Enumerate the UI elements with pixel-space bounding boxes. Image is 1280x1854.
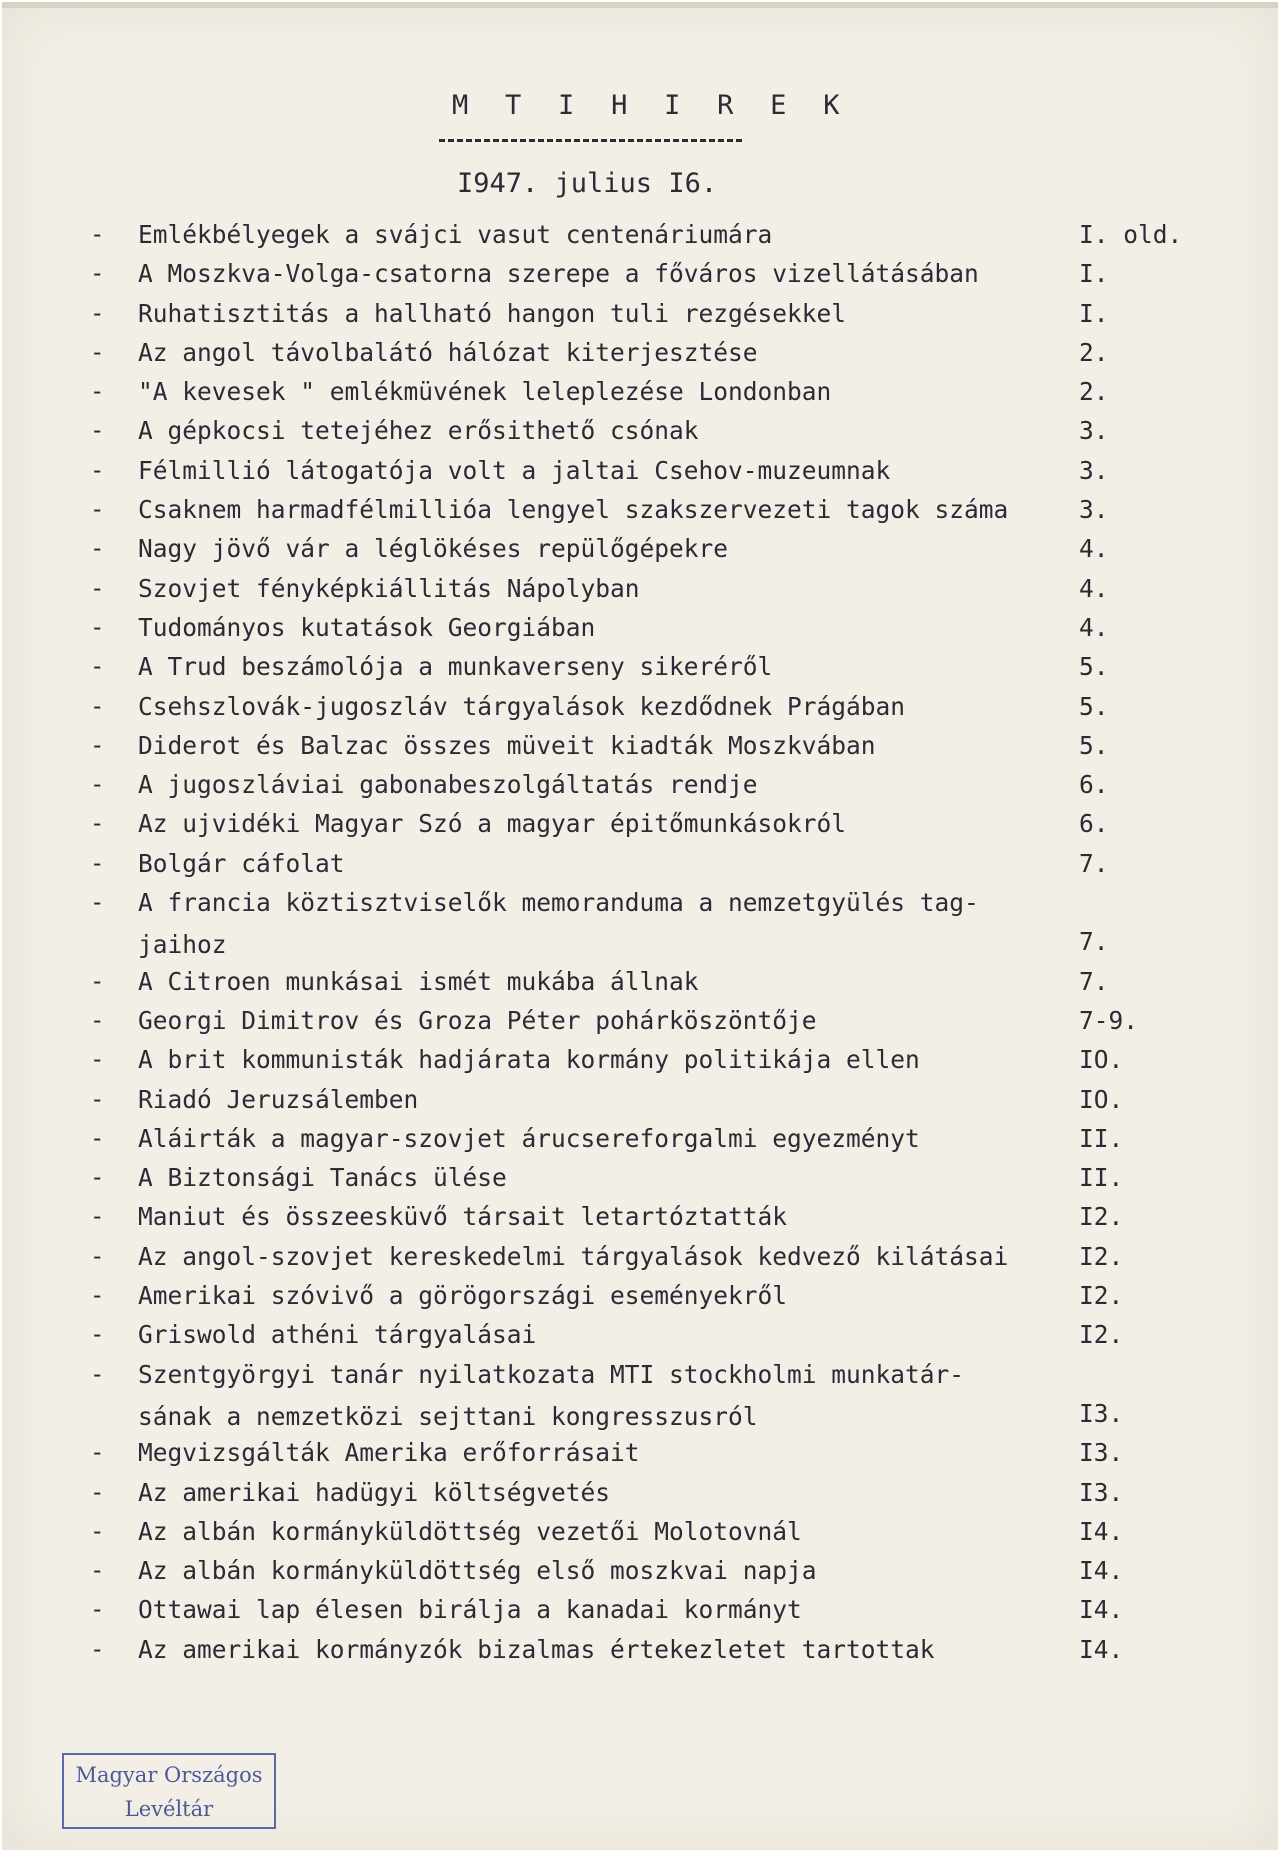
entry-title-line: Bolgár cáfolat <box>138 848 345 878</box>
entry-page: 6. <box>1079 809 1109 839</box>
entry-page: IO. <box>1079 1045 1124 1075</box>
list-item <box>2 1196 1278 1235</box>
entry-title <box>138 495 1008 524</box>
entry-page: 4. <box>1079 612 1109 642</box>
list-dash: - <box>90 770 105 799</box>
list-item <box>2 1039 1278 1078</box>
entry-title <box>138 259 979 288</box>
entry-page: 3. <box>1079 455 1109 485</box>
entry-page: 7. <box>1079 927 1109 957</box>
entry-title-line: A gépkocsi tetejéhez erősithető csónak <box>138 416 699 446</box>
entry-title-line: Aláirták a magyar-szovjet árucsereforgalmi egyezményt <box>138 1123 920 1153</box>
list-dash: - <box>90 1045 105 1074</box>
entry-title-line: Griswold athéni tárgyalásai <box>138 1320 537 1350</box>
list-dash: - <box>90 966 105 995</box>
stamp-line-1: Magyar Országos <box>75 1763 263 1787</box>
entry-title-line: Ruhatisztitás a hallható hangon tuli rezgésekkel <box>138 298 847 328</box>
entry-title-line: Az albán kormányküldöttség első moszkvai napja <box>138 1556 817 1586</box>
entry-title-line: Az angol távolbalátó hálózat kiterjesztése <box>138 337 758 367</box>
list-item <box>2 607 1278 646</box>
entry-title <box>138 220 772 249</box>
list-item <box>2 371 1278 410</box>
entry-page: I. old. <box>1079 220 1183 249</box>
entry-title-line: Diderot és Balzac összes müveit kiadták Moszkvában <box>138 730 876 760</box>
list-dash: - <box>90 1477 105 1506</box>
list-item <box>2 528 1278 567</box>
entry-title <box>138 1556 817 1585</box>
list-dash: - <box>90 573 105 602</box>
list-dash: - <box>90 1556 105 1585</box>
list-item <box>2 450 1278 489</box>
list-item <box>2 1472 1278 1511</box>
list-item <box>2 1000 1278 1039</box>
entry-title <box>138 1242 1008 1271</box>
list-dash: - <box>90 377 105 406</box>
entry-page: I3. <box>1079 1398 1124 1428</box>
entry-title-line: Maniut és összeesküvő társait letartóztatták <box>138 1202 788 1232</box>
entry-page: 5. <box>1079 691 1109 721</box>
entry-title <box>138 770 758 799</box>
list-dash: - <box>90 1516 105 1545</box>
list-item <box>2 803 1278 842</box>
entry-page: I3. <box>1079 1477 1124 1507</box>
entry-title-line: A Citroen munkásai ismét mukába állnak <box>138 966 699 996</box>
list-dash: - <box>90 495 105 524</box>
entry-title <box>138 338 758 367</box>
entry-title-line: Tudományos kutatások Georgiában <box>138 612 596 642</box>
list-dash: - <box>90 1595 105 1624</box>
entry-title <box>138 888 979 959</box>
entry-page: 7-9. <box>1079 1005 1139 1035</box>
document-date: I947. julius I6. <box>457 168 718 199</box>
list-item <box>2 489 1278 528</box>
entry-title-line: Riadó Jeruzsálemben <box>138 1084 419 1114</box>
list-item <box>2 843 1278 882</box>
entry-page: 7. <box>1079 848 1109 878</box>
contents-list <box>2 214 1278 1668</box>
list-item <box>2 293 1278 332</box>
list-dash: - <box>90 1241 105 1270</box>
entry-title <box>138 1438 640 1467</box>
entry-title-line: Amerikai szóvivő a görögországi eseményekről <box>138 1281 788 1311</box>
entry-page: 7. <box>1079 966 1109 996</box>
entry-title-line: sának a nemzetközi sejttani kongresszusról <box>138 1401 758 1431</box>
stamp-line-2: Levéltár <box>124 1797 214 1821</box>
entry-title <box>138 1517 802 1546</box>
entry-title-line: Az ujvidéki Magyar Szó a magyar épitőmunkásokról <box>138 809 847 839</box>
list-item <box>2 764 1278 803</box>
list-dash: - <box>90 1634 105 1663</box>
entry-title <box>138 1320 536 1349</box>
list-item <box>2 1314 1278 1353</box>
list-dash: - <box>90 691 105 720</box>
entry-page: 4. <box>1079 573 1109 603</box>
list-dash: - <box>90 1320 105 1349</box>
title-underline <box>439 139 742 142</box>
list-item <box>2 1118 1278 1157</box>
entry-page: I4. <box>1079 1634 1124 1664</box>
entry-title <box>138 299 846 328</box>
list-item <box>2 1157 1278 1196</box>
archive-stamp <box>62 1753 276 1829</box>
entry-title-line: Emlékbélyegek a svájci vasut centenáriumára <box>138 220 773 249</box>
list-dash: - <box>90 888 105 917</box>
entry-page: 5. <box>1079 652 1109 682</box>
entry-page: I. <box>1079 298 1109 328</box>
list-dash: - <box>90 259 105 288</box>
entry-page: I2. <box>1079 1202 1124 1232</box>
list-dash: - <box>90 416 105 445</box>
entry-page: I3. <box>1079 1438 1124 1468</box>
entry-title-line: Az angol-szovjet kereskedelmi tárgyalások kedvező kilátásai <box>138 1241 1009 1271</box>
entry-title <box>138 1045 920 1074</box>
entry-title <box>138 652 772 681</box>
entry-page: 3. <box>1079 416 1109 446</box>
list-item <box>2 1432 1278 1471</box>
entry-title <box>138 1163 507 1192</box>
list-dash: - <box>90 1123 105 1152</box>
entry-title-line: Csaknem harmadfélmillióa lengyel szakszervezeti tagok száma <box>138 495 1009 525</box>
entry-title-line: A Biztonsági Tanács ülése <box>138 1163 507 1193</box>
entry-page: 2. <box>1079 337 1109 367</box>
entry-title <box>138 809 846 838</box>
list-dash: - <box>90 1359 105 1388</box>
entry-page: II. <box>1079 1123 1124 1153</box>
entry-title <box>138 1085 418 1114</box>
list-item <box>2 253 1278 292</box>
list-dash: - <box>90 220 105 248</box>
list-dash: - <box>90 455 105 484</box>
list-dash: - <box>90 848 105 877</box>
list-dash: - <box>90 1281 105 1310</box>
entry-title <box>138 1124 920 1153</box>
entry-title-line: Az albán kormányküldöttség vezetői Molotovnál <box>138 1516 802 1546</box>
entry-title <box>138 1478 610 1507</box>
entry-title-line: Nagy jövő vár a léglökéses repülőgépekre <box>138 534 729 564</box>
list-dash: - <box>90 730 105 759</box>
list-item <box>2 1589 1278 1628</box>
list-item <box>2 961 1278 1000</box>
list-item <box>2 646 1278 685</box>
list-dash: - <box>90 612 105 641</box>
entry-title <box>138 1281 787 1310</box>
list-item <box>2 568 1278 607</box>
entry-title <box>138 967 699 996</box>
entry-page: IO. <box>1079 1084 1124 1114</box>
list-dash: - <box>90 1084 105 1113</box>
entry-page: I4. <box>1079 1595 1124 1625</box>
entry-title <box>138 692 905 721</box>
list-dash: - <box>90 337 105 366</box>
entry-title <box>138 731 876 760</box>
entry-title <box>138 1595 802 1624</box>
entry-page: I2. <box>1079 1281 1124 1311</box>
entry-title-line: A Moszkva-Volga-csatorna szerepe a főváros vizellátásában <box>138 259 979 289</box>
list-item <box>2 1236 1278 1275</box>
entry-page: 4. <box>1079 534 1109 564</box>
entry-page: II. <box>1079 1163 1124 1193</box>
entry-title-line: Csehszlovák-jugoszláv tárgyalások kezdődnek Prágában <box>138 691 906 721</box>
entry-page: 3. <box>1079 495 1109 525</box>
entry-title-line: A jugoszláviai gabonabeszolgáltatás rendje <box>138 770 758 800</box>
list-item <box>2 1629 1278 1668</box>
list-item <box>2 332 1278 371</box>
list-dash: - <box>90 652 105 681</box>
list-item <box>2 410 1278 449</box>
list-dash: - <box>90 1438 105 1467</box>
entry-title-line: A Trud beszámolója a munkaverseny sikeréről <box>138 652 773 682</box>
list-item <box>2 882 1278 961</box>
list-item <box>2 1511 1278 1550</box>
entry-title-line: A francia köztisztviselők memoranduma a nemzetgyülés tag- <box>138 888 979 918</box>
list-item <box>2 1354 1278 1433</box>
entry-title-line: Megvizsgálták Amerika erőforrásait <box>138 1438 640 1468</box>
entry-title <box>138 1360 964 1431</box>
list-dash: - <box>90 1202 105 1231</box>
entry-title <box>138 377 831 406</box>
entry-title <box>138 1006 817 1035</box>
entry-title <box>138 456 890 485</box>
entry-title-line: Az amerikai hadügyi költségvetés <box>138 1477 611 1507</box>
entry-title <box>138 1202 787 1231</box>
list-item <box>2 1079 1278 1118</box>
list-dash: - <box>90 1163 105 1192</box>
entry-title-line: A brit kommunisták hadjárata kormány politikája ellen <box>138 1045 920 1075</box>
entry-page: I4. <box>1079 1516 1124 1546</box>
entry-title-line: Az amerikai kormányzók bizalmas értekezletet tartottak <box>138 1634 935 1664</box>
entry-title-line: Georgi Dimitrov és Groza Péter pohárköszöntője <box>138 1005 817 1035</box>
entry-page: 6. <box>1079 770 1109 800</box>
list-dash: - <box>90 809 105 838</box>
entry-page: 5. <box>1079 730 1109 760</box>
list-dash: - <box>90 1005 105 1034</box>
entry-page: I. <box>1079 259 1109 289</box>
entry-title-line: Ottawai lap élesen birálja a kanadai kormányt <box>138 1595 802 1625</box>
entry-title-line: jaihoz <box>138 930 227 960</box>
entry-title-line: "A kevesek " emlékmüvének leleplezése Londonban <box>138 377 832 407</box>
entry-title <box>138 849 345 878</box>
entry-title <box>138 613 595 642</box>
entry-page: 2. <box>1079 377 1109 407</box>
entry-title-line: Szovjet fényképkiállitás Nápolyban <box>138 573 640 603</box>
list-item <box>2 725 1278 764</box>
entry-title-line: Félmillió látogatója volt a jaltai Csehov-muzeumnak <box>138 455 891 485</box>
entry-page: I2. <box>1079 1320 1124 1350</box>
entry-title-line: Szentgyörgyi tanár nyilatkozata MTI stockholmi munkatár- <box>138 1359 965 1389</box>
list-item <box>2 214 1278 253</box>
list-item <box>2 686 1278 725</box>
entry-title <box>138 416 699 445</box>
list-item <box>2 1275 1278 1314</box>
entry-page: I2. <box>1079 1241 1124 1271</box>
document-page <box>2 2 1278 1850</box>
list-item <box>2 1550 1278 1589</box>
entry-title <box>138 1635 935 1664</box>
entry-title <box>138 534 728 563</box>
entry-title <box>138 574 640 603</box>
document-title: M T I H I R E K <box>452 90 850 121</box>
list-dash: - <box>90 298 105 327</box>
entry-page: I4. <box>1079 1556 1124 1586</box>
list-dash: - <box>90 534 105 563</box>
